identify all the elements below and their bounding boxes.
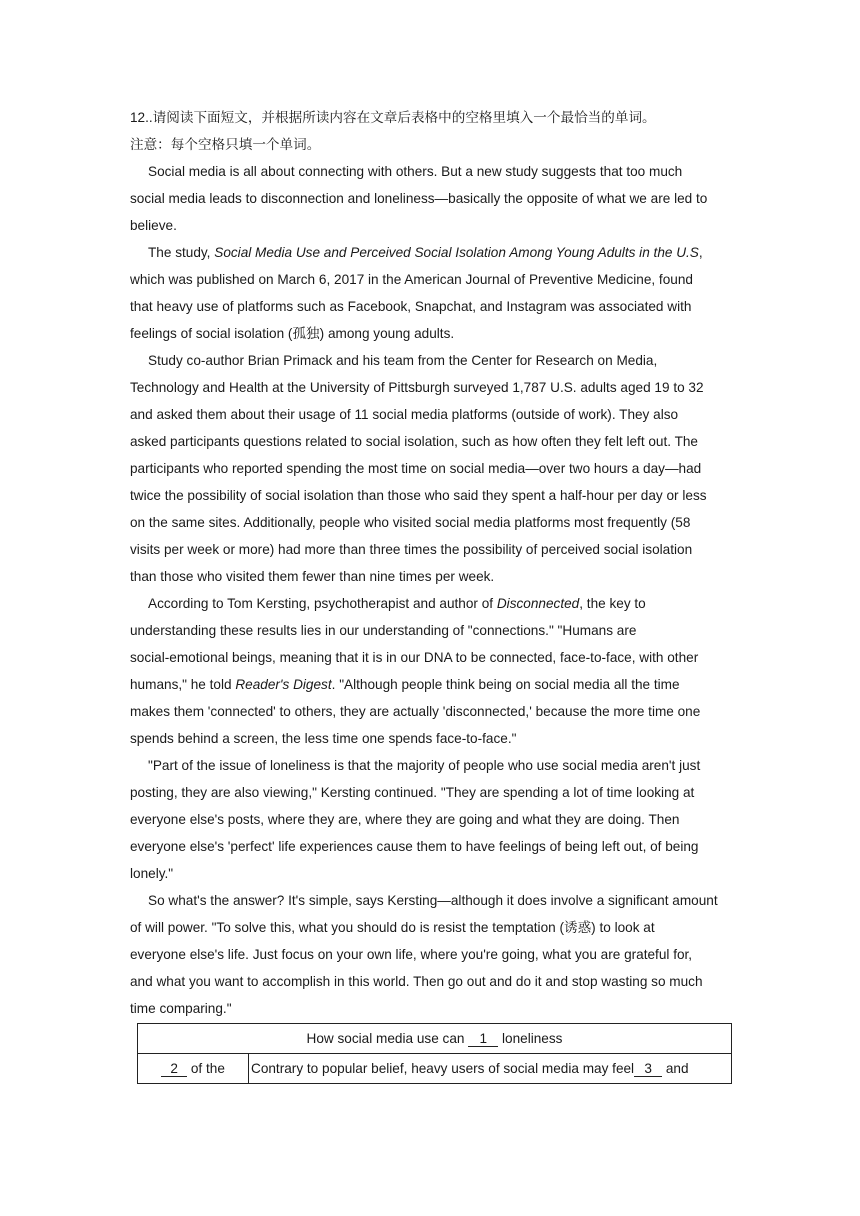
instruction-note: 注意：每个空格只填一个单词。 <box>130 137 321 152</box>
paragraph-2-line: feelings of social isolation (孤独) among young adults. <box>130 326 455 341</box>
paragraph-1-line: Social media is all about connecting with others. But a new study suggests that too much <box>148 164 683 179</box>
paragraph-3-line: Study co-author Brian Primack and his team from the Center for Research on Media, <box>148 353 658 368</box>
text-span: , <box>698 245 703 260</box>
paragraph-2-line <box>130 239 735 266</box>
table-cell-text: Contrary to popular belief, heavy users of social media may feel <box>251 1060 635 1076</box>
table-content-cell <box>249 1054 732 1084</box>
paragraph-4-line: understanding these results lies in our understanding of "connections." "Humans are <box>130 623 637 638</box>
paragraph-5-line: "Part of the issue of loneliness is that the majority of people who use social media aren't just <box>148 758 701 773</box>
paragraph-2-line: that heavy use of platforms such as Facebook, Snapchat, and Instagram was associated with <box>130 299 692 314</box>
paragraph-3-line: on the same sites. Additionally, people who visited social media platforms most frequently (58 <box>130 515 691 530</box>
paragraph-3-line: Technology and Health at the University of Pittsburgh surveyed 1,787 U.S. adults aged 19 to 32 <box>130 380 704 395</box>
paragraph-1-line: believe. <box>130 218 177 233</box>
table-label-text: of the <box>187 1060 225 1076</box>
table-row <box>138 1054 732 1084</box>
paragraph-3-line: visits per week or more) had more than three times the possibility of perceived social isolation <box>130 542 693 557</box>
paragraph-5-line: everyone else's posts, where they are, where they are going and what they are doing. Then <box>130 812 680 827</box>
text-span: humans," he told <box>130 677 236 692</box>
magazine-title: Reader's Digest <box>235 677 332 692</box>
paragraph-4-line: makes them 'connected' to others, they are actually 'disconnected,' because the more time one <box>130 704 701 719</box>
table-header-row <box>138 1024 732 1054</box>
paragraph-3-line: asked participants questions related to social isolation, such as how often they felt left out. The <box>130 434 698 449</box>
paragraph-6-line: everyone else's life. Just focus on your own life, where you're going, what you are grateful for, <box>130 947 693 962</box>
table-label-cell <box>138 1054 249 1084</box>
paragraph-5-line: everyone else's 'perfect' life experiences cause them to have feelings of being left out, of being <box>130 839 699 854</box>
paragraph-5-line: lonely." <box>130 866 174 881</box>
paragraph-3-line: and asked them about their usage of 11 social media platforms (outside of work). They also <box>130 407 679 422</box>
paragraph-4-line: social-emotional beings, meaning that it is in our DNA to be connected, face-to-face, with other <box>130 650 699 665</box>
table-title-text: loneliness <box>498 1030 563 1046</box>
paragraph-5-line: posting, they are also viewing," Kersting continued. "They are spending a lot of time looking at <box>130 785 695 800</box>
table-cell-text: and <box>662 1060 689 1076</box>
paragraph-6-line: of will power. "To solve this, what you should do is resist the temptation (诱惑) to look at <box>130 920 655 935</box>
study-title: Social Media Use and Perceived Social Isolation Among Young Adults in the U.S <box>214 245 699 260</box>
book-title: Disconnected <box>496 596 580 611</box>
answer-table <box>137 1023 732 1084</box>
text-span: The study, <box>148 245 215 260</box>
paragraph-6-line: So what's the answer? It's simple, says Kersting—although it does involve a significant amount <box>148 893 718 908</box>
table-title-cell <box>138 1024 732 1054</box>
paragraph-6-line: time comparing." <box>130 1001 232 1016</box>
blank-2[interactable]: 2 <box>161 1061 187 1077</box>
blank-3[interactable]: 3 <box>634 1061 662 1077</box>
passage-content <box>130 104 735 1022</box>
paragraph-4-line <box>130 590 735 617</box>
paragraph-1-line: social media leads to disconnection and loneliness—basically the opposite of what we are led to <box>130 191 708 206</box>
paragraph-4-line <box>130 671 735 698</box>
paragraph-3-line: than those who visited them fewer than nine times per week. <box>130 569 495 584</box>
text-span: . "Although people think being on social media all the time <box>331 677 680 692</box>
paragraph-3-line: twice the possibility of social isolation than those who said they spent a half-hour per day or less <box>130 488 707 503</box>
paragraph-4-line: spends behind a screen, the less time one spends face-to-face." <box>130 731 517 746</box>
paragraph-3-line: participants who reported spending the most time on social media—over two hours a day—had <box>130 461 702 476</box>
blank-1[interactable]: 1 <box>468 1031 498 1047</box>
text-span: According to Tom Kersting, psychotherapist and author of <box>148 596 497 611</box>
table-title-text: How social media use can <box>306 1030 469 1046</box>
instruction-line: 12..请阅读下面短文，并根据所读内容在文章后表格中的空格里填入一个最恰当的单词。 <box>130 110 656 125</box>
text-span: , the key to <box>579 596 646 611</box>
paragraph-2-line: which was published on March 6, 2017 in the American Journal of Preventive Medicine, found <box>130 272 693 287</box>
paragraph-6-line: and what you want to accomplish in this world. Then go out and do it and stop wasting so much <box>130 974 703 989</box>
